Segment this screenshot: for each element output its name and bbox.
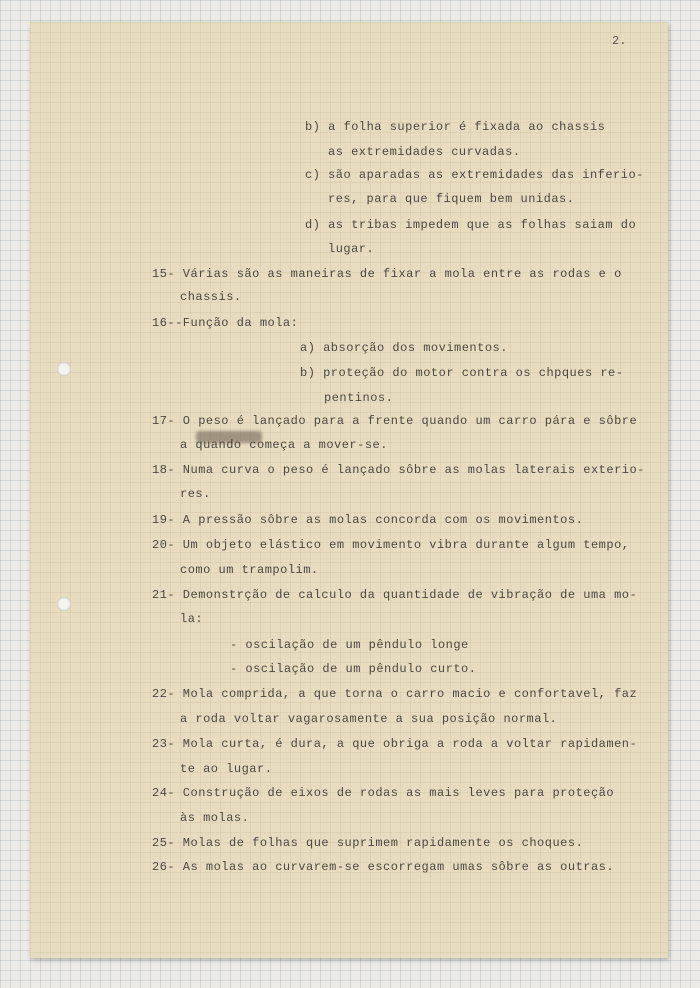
text-line: 15- Várias são as maneiras de fixar a mola entre as rodas e o — [152, 267, 622, 281]
text-line: às molas. — [180, 811, 250, 825]
text-line: 25- Molas de folhas que suprimem rapidamente os choques. — [152, 836, 584, 850]
text-line: c) são aparadas as extremidades das inferio- — [305, 168, 644, 182]
text-line: a quando começa a mover-se. — [180, 438, 388, 452]
text-line: 21- Demonstrção de calculo da quantidade de vibração de uma mo- — [152, 588, 638, 602]
paper-sheet — [30, 22, 668, 958]
punch-hole-bottom — [57, 597, 71, 611]
ink-smudge — [196, 431, 262, 443]
text-line: 16--Função da mola: — [152, 316, 299, 330]
text-line: pentinos. — [324, 391, 394, 405]
text-line: res, para que fiquem bem unidas. — [328, 192, 575, 206]
text-line: lugar. — [328, 242, 375, 256]
text-line: 23- Mola curta, é dura, a que obriga a roda a voltar rapidamen- — [152, 737, 638, 751]
text-line: a) absorção dos movimentos. — [300, 341, 508, 355]
text-line: 22- Mola comprida, a que torna o carro macio e confortavel, faz — [152, 687, 638, 701]
text-line: - oscilação de um pêndulo curto. — [230, 662, 477, 676]
text-line: as extremidades curvadas. — [328, 145, 521, 159]
punch-hole-top — [57, 362, 71, 376]
text-line: b) a folha superior é fixada ao chassis — [305, 120, 606, 134]
text-line: 18- Numa curva o peso é lançado sôbre as molas laterais exterio- — [152, 463, 645, 477]
text-line: a roda voltar vagarosamente a sua posição normal. — [180, 712, 558, 726]
text-line: te ao lugar. — [180, 762, 273, 776]
text-line: res. — [180, 487, 211, 501]
text-line: 20- Um objeto elástico em movimento vibra durante algum tempo, — [152, 538, 630, 552]
text-line: chassis. — [180, 290, 242, 304]
text-line: b) proteção do motor contra os chpques re- — [300, 366, 624, 380]
page-number: 2. — [612, 34, 627, 48]
text-line: como um trampolim. — [180, 563, 319, 577]
text-line: 26- As molas ao curvarem-se escorregam umas sôbre as outras. — [152, 860, 615, 874]
text-line: 17- O peso é lançado para a frente quando um carro pára e sôbre — [152, 414, 638, 428]
text-line: - oscilação de um pêndulo longe — [230, 638, 469, 652]
text-line: 19- A pressão sôbre as molas concorda com os movimentos. — [152, 513, 584, 527]
text-line: 24- Construção de eixos de rodas as mais leves para proteção — [152, 786, 615, 800]
text-line: d) as tribas impedem que as folhas saiam do — [305, 218, 637, 232]
text-line: la: — [180, 612, 204, 626]
